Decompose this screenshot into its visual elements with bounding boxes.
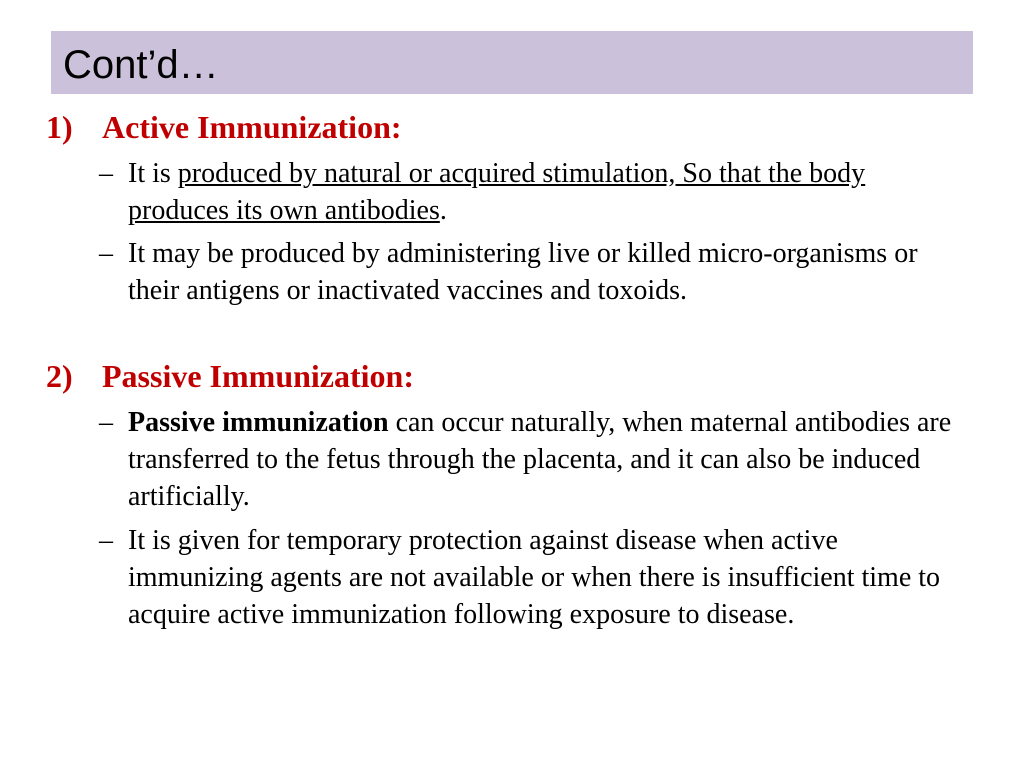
- slide-title: Cont’d…: [63, 43, 219, 87]
- section-number: 2): [46, 358, 73, 394]
- bullet-text: It is given for temporary protection against disease when active immunizing agents are not available or when there is insufficient time to acquire active immunization following exposure to disease.: [128, 525, 941, 630]
- section-number: 1): [46, 109, 73, 145]
- bullet-text: [128, 404, 956, 515]
- section-title: Passive Immunization:: [102, 358, 414, 394]
- bullet-text: [128, 155, 956, 229]
- bullet-suffix: .: [439, 195, 447, 226]
- bullet-prefix: It is: [128, 158, 178, 189]
- dash-bullet: –: [99, 158, 113, 189]
- bullet-text: It may be produced by administering live or killed micro-organisms or their antigens or inactivated vaccines and toxoids.: [128, 238, 918, 306]
- bullet-item: [96, 235, 956, 309]
- bullet-item: [96, 404, 956, 515]
- underlined-phrase: produced by natural or acquired stimulation, So that the body produces its own antibodies: [128, 158, 866, 226]
- bold-phrase: Passive immunization: [128, 407, 389, 438]
- dash-bullet: –: [99, 525, 113, 556]
- section-heading-active: [46, 108, 402, 146]
- bullet-item: [96, 522, 956, 633]
- section-title: Active Immunization:: [102, 109, 402, 145]
- title-bar: [51, 31, 973, 94]
- dash-bullet: –: [99, 407, 113, 438]
- bullet-rest: can occur naturally, when maternal antibodies are transferred to the fetus through the placenta, and it can also be induced artificially.: [128, 407, 952, 512]
- bullet-item: [96, 155, 956, 229]
- section-heading-passive: [46, 357, 414, 395]
- dash-bullet: –: [99, 238, 113, 269]
